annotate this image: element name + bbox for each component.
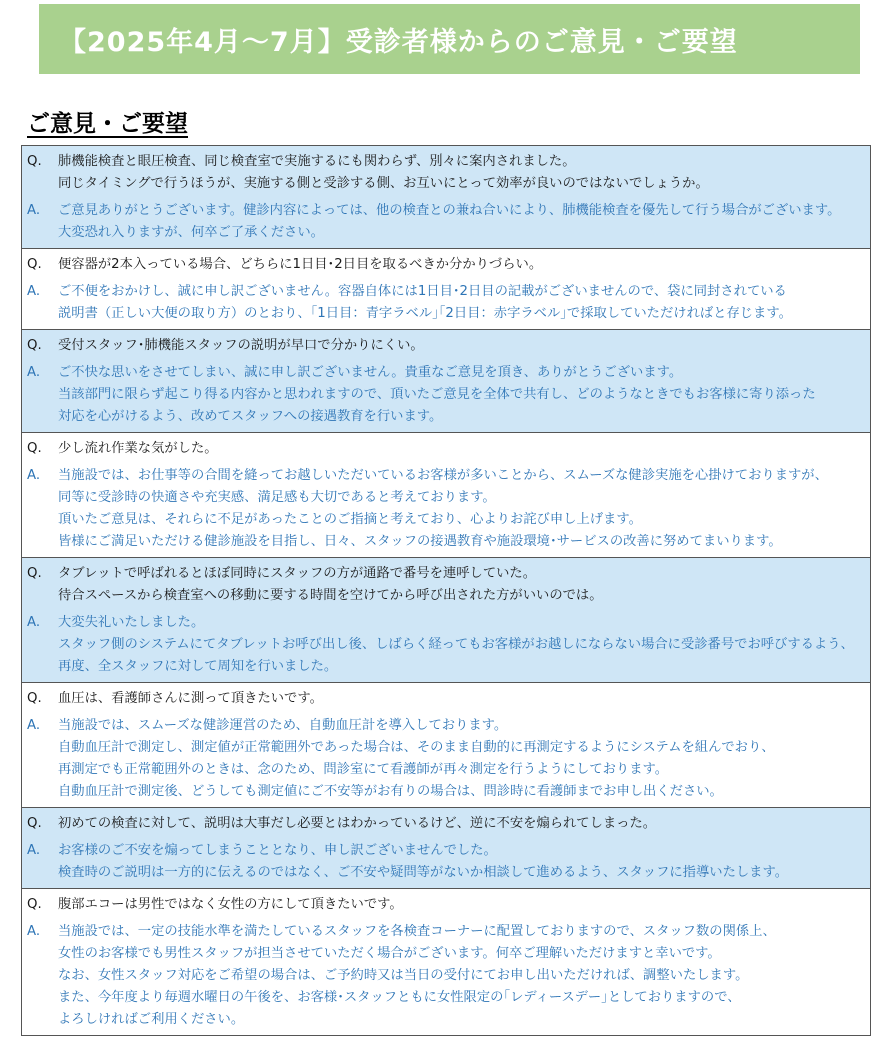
section-heading: ご意見・ご要望 [27, 111, 188, 137]
question [22, 335, 870, 357]
question [22, 688, 870, 710]
answer-text-line: 当施設では、スムーズな健診運営のため、自動血圧計を導入しております。 [58, 718, 508, 733]
qa-item [22, 682, 870, 807]
question-text-line: 肺機能検査と眼圧検査、同じ検査室で実施するにも関わらず、別々に案内されました。 [58, 154, 576, 169]
answer-text-line: 女性のお客様でも男性スタッフが担当させていただく場合がございます。何卒ご理解いただけますと幸いです。 [58, 946, 721, 961]
answer-text-line: よろしければご利用ください。 [58, 1012, 245, 1027]
question-text-line: 初めての検査に対して、説明は大事だし必要とはわかっているけど、逆に不安を煽られてしまった。 [58, 816, 657, 831]
answer-prefix: A. [27, 615, 41, 630]
question-prefix: Q. [27, 338, 42, 353]
answer-text-line: 同等に受診時の快適さや充実感、満足感も大切であると考えております。 [58, 490, 496, 505]
qa-table [21, 145, 871, 1036]
answer-prefix: A. [27, 843, 41, 858]
question-text-line: 待合スペースから検査室への移動に要する時間を空けてから呼び出された方がいいのでは。 [58, 588, 603, 603]
answer [22, 840, 870, 884]
answer-text-line: 大変恐れ入りますが、何卒ご了承ください。 [58, 225, 324, 240]
question-prefix: Q. [27, 441, 42, 456]
answer-text-line: 再測定でも正常範囲外のときは、念のため、問診室にて看護師が再々測定を行うようにしております。 [58, 762, 669, 777]
question [22, 151, 870, 195]
answer-text-line: 当施設では、一定の技能水準を満たしているスタッフを各検査コーナーに配置しておりますので、スタッフ数の関係上、 [58, 924, 776, 939]
answer-text-line: 頂いたご意見は、それらに不足があったことのご指摘と考えており、心よりお詫び申し上げます。 [58, 512, 642, 527]
question-prefix: Q. [27, 154, 42, 169]
question-text-line: 血圧は、看護師さんに測って頂きたいです。 [58, 691, 323, 706]
answer-prefix: A. [27, 284, 41, 299]
answer [22, 200, 870, 244]
qa-item [22, 432, 870, 557]
question-text-line: 腹部エコーは男性ではなく女性の方にして頂きたいです。 [58, 897, 403, 912]
answer-text-line: 自動血圧計で測定後、どうしても測定値にご不安等がお有りの場合は、問診時に看護師までお申し出ください。 [58, 784, 723, 799]
qa-item [22, 888, 870, 1035]
qa-item [22, 557, 870, 682]
answer [22, 465, 870, 553]
answer [22, 612, 870, 678]
title-banner [39, 4, 860, 74]
answer-text-line: また、今年度より毎週水曜日の午後を、お客様･スタッフともに女性限定の｢レディースデー｣としておりますので、 [58, 990, 741, 1005]
question-prefix: Q. [27, 897, 42, 912]
qa-item [22, 329, 870, 432]
answer-text-line: 大変失礼いたしました。 [58, 615, 205, 630]
question-prefix: Q. [27, 566, 42, 581]
answer-text-line: スタッフ側のシステムにてタブレットお呼び出し後、しばらく経ってもお客様がお越しにならない場合に受診番号でお呼びするよう、 [58, 637, 854, 652]
answer-prefix: A. [27, 203, 41, 218]
question-text-line: タブレットで呼ばれるとほぼ同時にスタッフの方が通路で番号を連呼していた。 [58, 566, 537, 581]
answer-text-line: ご意見ありがとうございます。健診内容によっては、他の検査との兼ね合いにより、肺機能検査を優先して行う場合がございます。 [58, 203, 841, 218]
answer-text-line: 再度、全スタッフに対して周知を行いました。 [58, 659, 338, 674]
answer-text-line: 対応を心がけるよう、改めてスタッフへの接遇教育を行います。 [58, 409, 443, 424]
answer-prefix: A. [27, 924, 41, 939]
answer [22, 362, 870, 428]
answer-text-line: なお、女性スタッフ対応をご希望の場合は、ご予約時又は当日の受付にてお申し出いただければ、調整いたします。 [58, 968, 749, 983]
answer-text-line: 自動血圧計で測定し、測定値が正常範囲外であった場合は、そのまま自動的に再測定するようにシステムを組んでおり、 [58, 740, 775, 755]
answer-prefix: A. [27, 718, 41, 733]
question [22, 894, 870, 916]
answer-text-line: お客様のご不安を煽ってしまうこととなり、申し訳ございませんでした。 [58, 843, 497, 858]
qa-item [22, 807, 870, 888]
answer [22, 715, 870, 803]
question-text-line: 便容器が2本入っている場合、どちらに1日目･2日目を取るべきか分かりづらい。 [58, 257, 543, 272]
answer-text-line: ご不便をおかけし、誠に申し訳ございません。容器自体には1日目･2日目の記載がございませんので、袋に同封されている [58, 284, 787, 299]
qa-item [22, 248, 870, 329]
question [22, 438, 870, 460]
question-prefix: Q. [27, 257, 42, 272]
answer-prefix: A. [27, 468, 41, 483]
question-prefix: Q. [27, 691, 42, 706]
qa-item [22, 146, 870, 248]
answer [22, 281, 870, 325]
question [22, 813, 870, 835]
answer-text-line: 説明書（正しい大便の取り方）のとおり、｢1日目：青字ラベル｣｢2日目：赤字ラベル｣で採取していただければと存じます。 [58, 306, 792, 321]
question [22, 254, 870, 276]
page-title: 【2025年4月～7月】受診者様からのご意見・ご要望 [59, 26, 738, 58]
question-text-line: 受付スタッフ･肺機能スタッフの説明が早口で分かりにくい。 [58, 338, 424, 353]
question-text-line: 同じタイミングで行うほうが、実施する側と受診する側、お互いにとって効率が良いのではないでしょうか。 [58, 176, 709, 191]
question-text-line: 少し流れ作業な気がした。 [58, 441, 218, 456]
answer-prefix: A. [27, 365, 41, 380]
answer-text-line: 皆様にご満足いただける健診施設を目指し、日々、スタッフの接遇教育や施設環境･サービスの改善に努めてまいります。 [58, 534, 782, 549]
answer-text-line: ご不快な思いをさせてしまい、誠に申し訳ございません。貴重なご意見を頂き、ありがとうございます。 [58, 365, 683, 380]
question-prefix: Q. [27, 816, 42, 831]
question [22, 563, 870, 607]
answer-text-line: 当該部門に限らず起こり得る内容かと思われますので、頂いたご意見を全体で共有し、どのようなときでもお客様に寄り添った [58, 387, 816, 402]
answer-text-line: 当施設では、お仕事等の合間を縫ってお越しいただいているお客様が多いことから、スムーズな健診実施を心掛けておりますが、 [58, 468, 828, 483]
answer-text-line: 検査時のご説明は一方的に伝えるのではなく、ご不安や疑問等がないか相談して進めるよう、スタッフに指導いたします。 [58, 865, 788, 880]
answer [22, 921, 870, 1031]
